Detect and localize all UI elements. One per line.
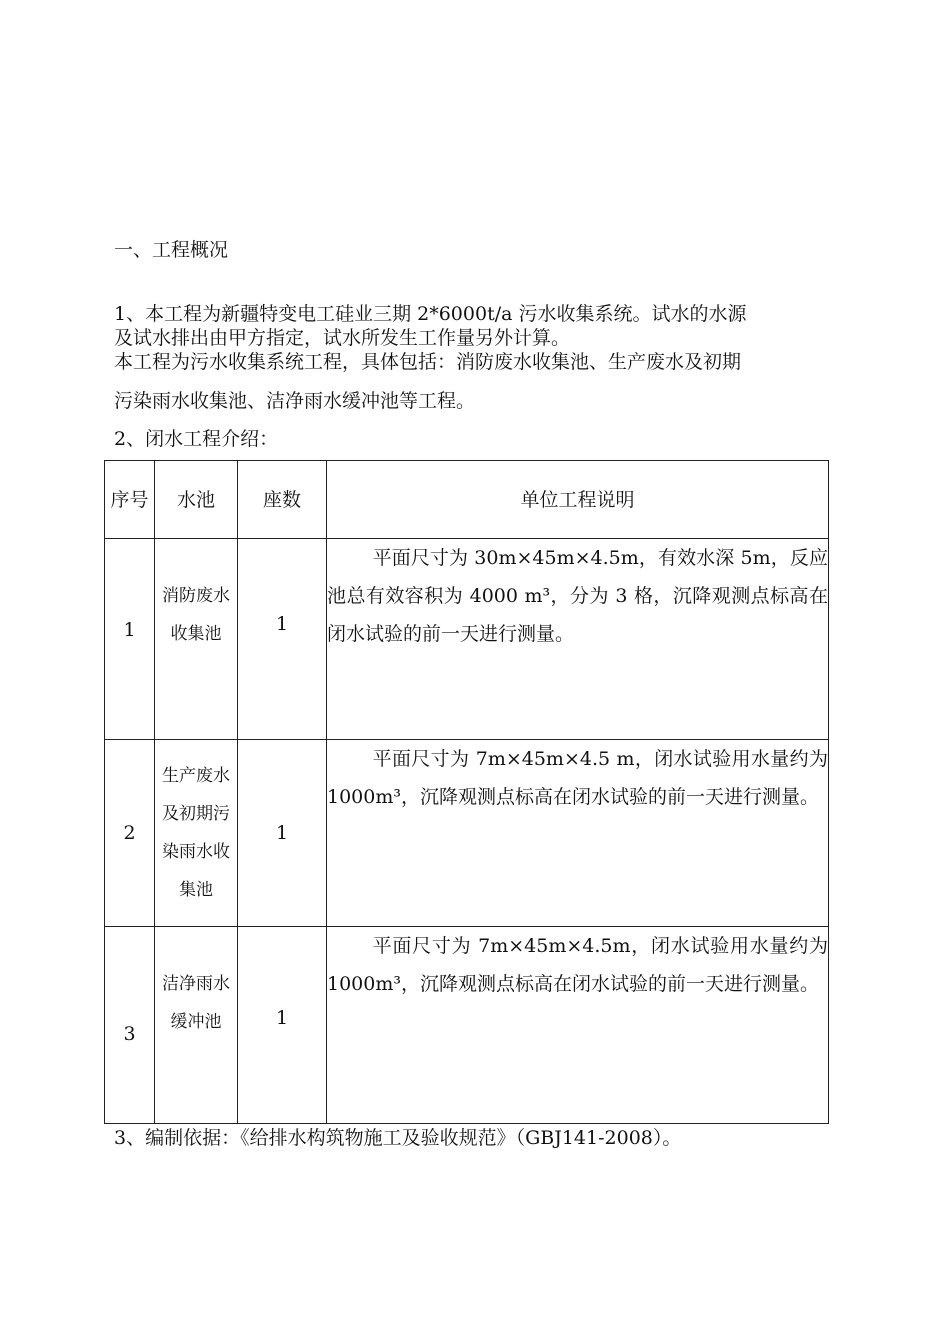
row-pool: 洁净雨水缓冲池	[155, 927, 238, 1124]
row-desc: 平面尺寸为 7m×45m×4.5m，闭水试验用水量约为 1000m³，沉降观测点标高在闭水试验的前一天进行测量。	[327, 927, 829, 1124]
item1-text-line3: 本工程为污水收集系统工程，具体包括：消防废水收集池、生产废水及初期	[114, 351, 742, 373]
table-header-row	[105, 461, 829, 539]
section-heading: 一、工程概况	[114, 239, 229, 261]
item1-text-line4: 污染雨水收集池、洁净雨水缓冲池等工程。	[114, 390, 476, 412]
header-pool: 水池	[155, 461, 238, 539]
row-no: 3	[105, 927, 155, 1124]
table-row	[105, 539, 829, 740]
row-count: 1	[238, 539, 327, 740]
header-count: 座数	[238, 461, 327, 539]
header-no: 序号	[105, 461, 155, 539]
row-count: 1	[238, 927, 327, 1124]
header-desc: 单位工程说明	[327, 461, 829, 539]
row-no: 2	[105, 740, 155, 927]
closed-water-works-table	[104, 460, 829, 1124]
row-no: 1	[105, 539, 155, 740]
table-row	[105, 740, 829, 927]
item2-title: 2、闭水工程介绍：	[114, 428, 279, 450]
item3-basis: 3、编制依据：《给排水构筑物施工及验收规范》（GBJ141-2008）。	[114, 1127, 682, 1149]
row-desc: 平面尺寸为 7m×45m×4.5 m，闭水试验用水量约为 1000m³，沉降观测点标高在闭水试验的前一天进行测量。	[327, 740, 829, 927]
row-pool: 消防废水收集池	[155, 539, 238, 740]
row-count: 1	[238, 740, 327, 927]
item1-text-line2: 及试水排出由甲方指定，试水所发生工作量另外计算。	[114, 327, 571, 349]
table-row	[105, 927, 829, 1124]
row-pool: 生产废水及初期污染雨水收集池	[155, 740, 238, 927]
row-desc: 平面尺寸为 30m×45m×4.5m，有效水深 5m，反应池总有效容积为 4000 m³，分为 3 格，沉降观测点标高在闭水试验的前一天进行测量。	[327, 539, 829, 740]
item1-text-line1: 1、本工程为新疆特变电工硅业三期 2*6000t/a 污水收集系统。试水的水源	[114, 303, 747, 325]
